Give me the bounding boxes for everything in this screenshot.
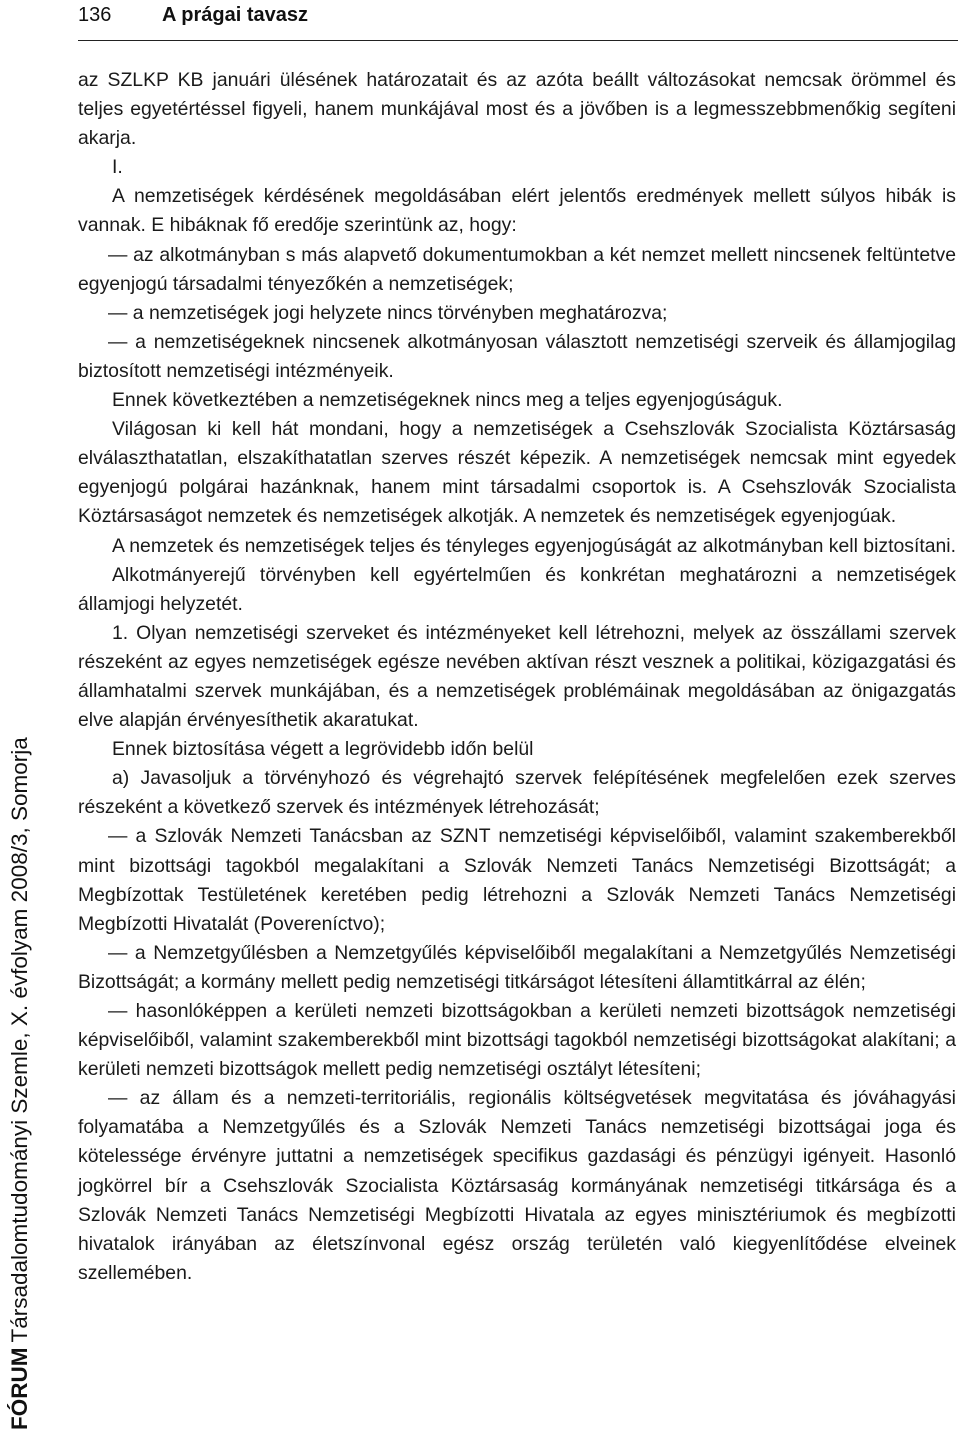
list-item: — a Szlovák Nemzeti Tanácsban az SZNT nemzetiségi képviselőiből, valamint szakemberekből mint bizottsági tagokból megalakítani a Szlovák Nemzeti Tanács Nemzetiségi Bizottságát; a Megbízottak Testületének keretében pedig létrehozni a Szlovák Nemzeti Tanács Nemzetiségi Megbízotti Hivatalát (Povereníctvo); bbox=[78, 825, 956, 935]
list-item: — a nemzetiségek jogi helyzete nincs törvényben meghatározva; bbox=[108, 301, 668, 324]
list-item: — a Nemzetgyűlésben a Nemzetgyűlés képviselőiből megalakítani a Nemzetgyűlés Nemzetiségi Bizottságát; a kormány mellett pedig nemzetiségi titkárságot létesíteni államtitkárral az élén; bbox=[78, 941, 956, 993]
paragraph: Ennek következtében a nemzetiségeknek nincs meg a teljes egyenjogúságuk. bbox=[112, 389, 783, 412]
paragraph: A nemzetek és nemzetiségek teljes és tényleges egyenjogúságát az alkotmányban kell biztosítani. bbox=[112, 534, 956, 557]
journal-name: FÓRUM bbox=[7, 1347, 32, 1430]
page-number: 136 bbox=[78, 4, 112, 26]
numbered-paragraph: 1. Olyan nemzetiségi szerveket és intézményeket kell létrehozni, melyek az összállami szervek részeként az egyes nemzetiségek egésze nevében aktívan részt vesznek a politikai, közigazgatási és államhatalmi szervek munkájában, és a nemzetiségek problémáinak megoldásában az önigazgatás elve alapján érvényesíthetik akaratukat. bbox=[78, 621, 956, 732]
lettered-paragraph: a) Javasoljuk a törvényhozó és végrehajtó szervek felépítésének megfelelően ezek szerves részeként a következő szervek és intézmények létrehozását; bbox=[78, 767, 956, 819]
list-item: — az állam és a nemzeti-territoriális, regionális költségvetések megvitatása és jóváhagyási folyamatába a Nemzetgyűlés és a Szlovák Nemzeti Tanács nemzetiségi bizottságai joga és kötelessége érvényre juttatni a nemzetiségek specifikus gazdasági és pénzügyi igényeit. Hasonló jogkörrel bír a Csehszlovák Szocialista Köztársaság kormányának nemzetiségi titkársága és a Szlovák Nemzeti Tanács Nemzetiségi Megbízotti Hivatala az egyes minisztériumok és megbízotti hivatalok irányában az életszínvonal egész ország területén való kiegyenlítődése elveinek szellemében. bbox=[78, 1087, 956, 1284]
paragraph: Ennek biztosítása végett a legrövidebb időn belül bbox=[112, 738, 534, 761]
paragraph: Alkotmányerejű törvényben kell egyértelműen és konkrétan meghatározni a nemzetiségek államjogi helyzetét. bbox=[78, 563, 956, 615]
list-item: — hasonlóképpen a kerületi nemzeti bizottságokban a kerületi nemzeti bizottságok nemzetiségi képviselőiből, valamint szakemberekből mint bizottsági tagokból nemzetiségi bizottságokat alakítani; a kerületi nemzeti bizottságok mellett pedig nemzetiségi osztályt létesíteni; bbox=[78, 1000, 956, 1081]
list-item: — a nemzetiségeknek nincsenek alkotmányosan választott nemzetiségi szerveik és államjogilag biztosított nemzetiségi intézményeik. bbox=[78, 330, 956, 382]
paragraph: Világosan ki kell hát mondani, hogy a nemzetiségek a Csehszlovák Szocialista Köztársaság elválaszthatatlan, elszakíthatatlan szerves részét képezik. A nemzetiségek nemcsak mint egyedek egyenjogú polgárai hazánknak, hanem mint társadalmi csoportok is. A Csehszlovák Szocialista Köztársaságot nemzetek és nemzetiségek alkotják. A nemzetek és nemzetiségek egyenjogúak. bbox=[78, 418, 956, 528]
paragraph: A nemzetiségek kérdésének megoldásában elért jelentős eredmények mellett súlyos hibák is vannak. E hibáknak fő eredője szerintünk az, hogy: bbox=[78, 185, 956, 237]
journal-side-label bbox=[0, 0, 40, 1430]
page-header bbox=[78, 0, 958, 41]
paragraph: az SZLKP KB januári ülésének határozatait és az azóta beállt változásokat nemcsak örömmel és teljes egyetértéssel figyeli, hanem munkájával most és a jövőben is a legmesszebbmenőkig segíteni akarja. bbox=[78, 69, 956, 150]
section-heading: I. bbox=[112, 156, 123, 179]
body-text bbox=[78, 66, 956, 1288]
running-title: A prágai tavasz bbox=[162, 4, 308, 26]
list-item: — az alkotmányban s más alapvető dokumentumokban a két nemzet mellett nincsenek feltüntetve egyenjogú társadalmi tényezőkén a nemzetiségek; bbox=[78, 243, 956, 295]
journal-details: Társadalomtudományi Szemle, X. évfolyam 2008/3, Somorja bbox=[7, 737, 32, 1343]
